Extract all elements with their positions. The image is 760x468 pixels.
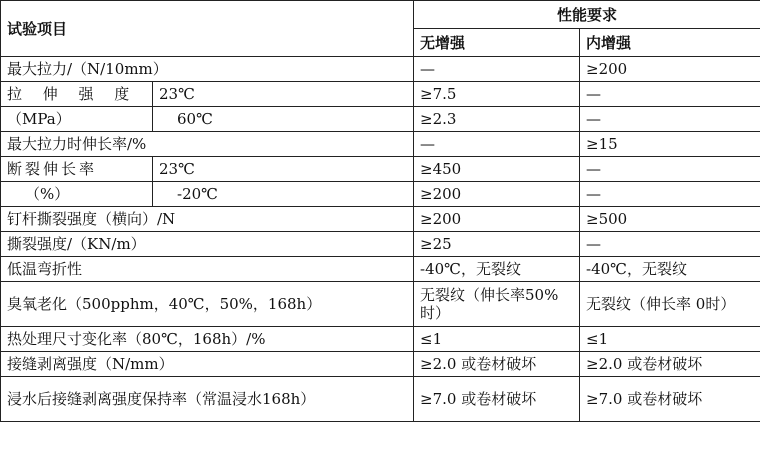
table-row — [1, 157, 760, 182]
row-value-b: ≥7.0 或卷材破坏 — [580, 377, 760, 422]
row-value-a: ≥7.5 — [414, 82, 580, 107]
row-value-a: ≥2.0 或卷材破坏 — [414, 352, 580, 377]
table-row — [1, 352, 760, 377]
row-value-b: — — [580, 182, 760, 207]
row-item: 拉 伸 强 度 — [1, 82, 153, 107]
table-row — [1, 132, 760, 157]
table-row — [1, 257, 760, 282]
row-item-unit: （%） — [1, 182, 153, 207]
row-value-b: ≤1 — [580, 327, 760, 352]
row-value-b: — — [580, 107, 760, 132]
row-item: 最大拉力/（N/10mm） — [1, 57, 414, 82]
row-value-a: ≥7.0 或卷材破坏 — [414, 377, 580, 422]
row-item-unit: （MPa） — [1, 107, 153, 132]
table-row — [1, 57, 760, 82]
row-value-a: -40℃，无裂纹 — [414, 257, 580, 282]
header-row — [1, 1, 760, 29]
row-subcondition: -20℃ — [153, 182, 414, 207]
table-row — [1, 377, 760, 422]
row-value-b: 无裂纹（伸长率 0时） — [580, 282, 760, 327]
table-row — [1, 232, 760, 257]
row-item: 热处理尺寸变化率（80℃，168h）/% — [1, 327, 414, 352]
row-value-a: ≥2.3 — [414, 107, 580, 132]
table-row — [1, 182, 760, 207]
table-row — [1, 82, 760, 107]
row-value-b: ≥500 — [580, 207, 760, 232]
row-item: 低温弯折性 — [1, 257, 414, 282]
table-row — [1, 327, 760, 352]
row-item: 接缝剥离强度（N/mm） — [1, 352, 414, 377]
row-value-a: — — [414, 57, 580, 82]
row-value-b: -40℃，无裂纹 — [580, 257, 760, 282]
header-performance-requirement: 性能要求 — [414, 1, 760, 29]
row-item: 钉杆撕裂强度（横向）/N — [1, 207, 414, 232]
row-item: 浸水后接缝剥离强度保持率（常温浸水168h） — [1, 377, 414, 422]
row-value-b: — — [580, 157, 760, 182]
row-value-b: — — [580, 82, 760, 107]
row-value-b: ≥15 — [580, 132, 760, 157]
row-value-b: — — [580, 232, 760, 257]
header-internal-reinforcement: 内增强 — [580, 29, 760, 57]
row-value-a: 无裂纹（伸长率50%时） — [414, 282, 580, 327]
header-no-reinforcement: 无增强 — [414, 29, 580, 57]
row-item: 臭氧老化（500pphm，40℃，50%，168h） — [1, 282, 414, 327]
row-value-b: ≥200 — [580, 57, 760, 82]
row-value-a: ≥200 — [414, 207, 580, 232]
header-test-item: 试验项目 — [1, 1, 414, 57]
row-subcondition: 23℃ — [153, 82, 414, 107]
row-subcondition: 23℃ — [153, 157, 414, 182]
row-value-a: — — [414, 132, 580, 157]
row-value-a: ≥25 — [414, 232, 580, 257]
table-row — [1, 207, 760, 232]
row-subcondition: 60℃ — [153, 107, 414, 132]
row-item: 最大拉力时伸长率/% — [1, 132, 414, 157]
table-row — [1, 107, 760, 132]
row-value-a: ≥450 — [414, 157, 580, 182]
row-item: 断裂伸长率 — [1, 157, 153, 182]
row-item: 撕裂强度/（KN/m） — [1, 232, 414, 257]
row-value-a: ≥200 — [414, 182, 580, 207]
row-value-a: ≤1 — [414, 327, 580, 352]
table-row — [1, 282, 760, 327]
row-value-b: ≥2.0 或卷材破坏 — [580, 352, 760, 377]
